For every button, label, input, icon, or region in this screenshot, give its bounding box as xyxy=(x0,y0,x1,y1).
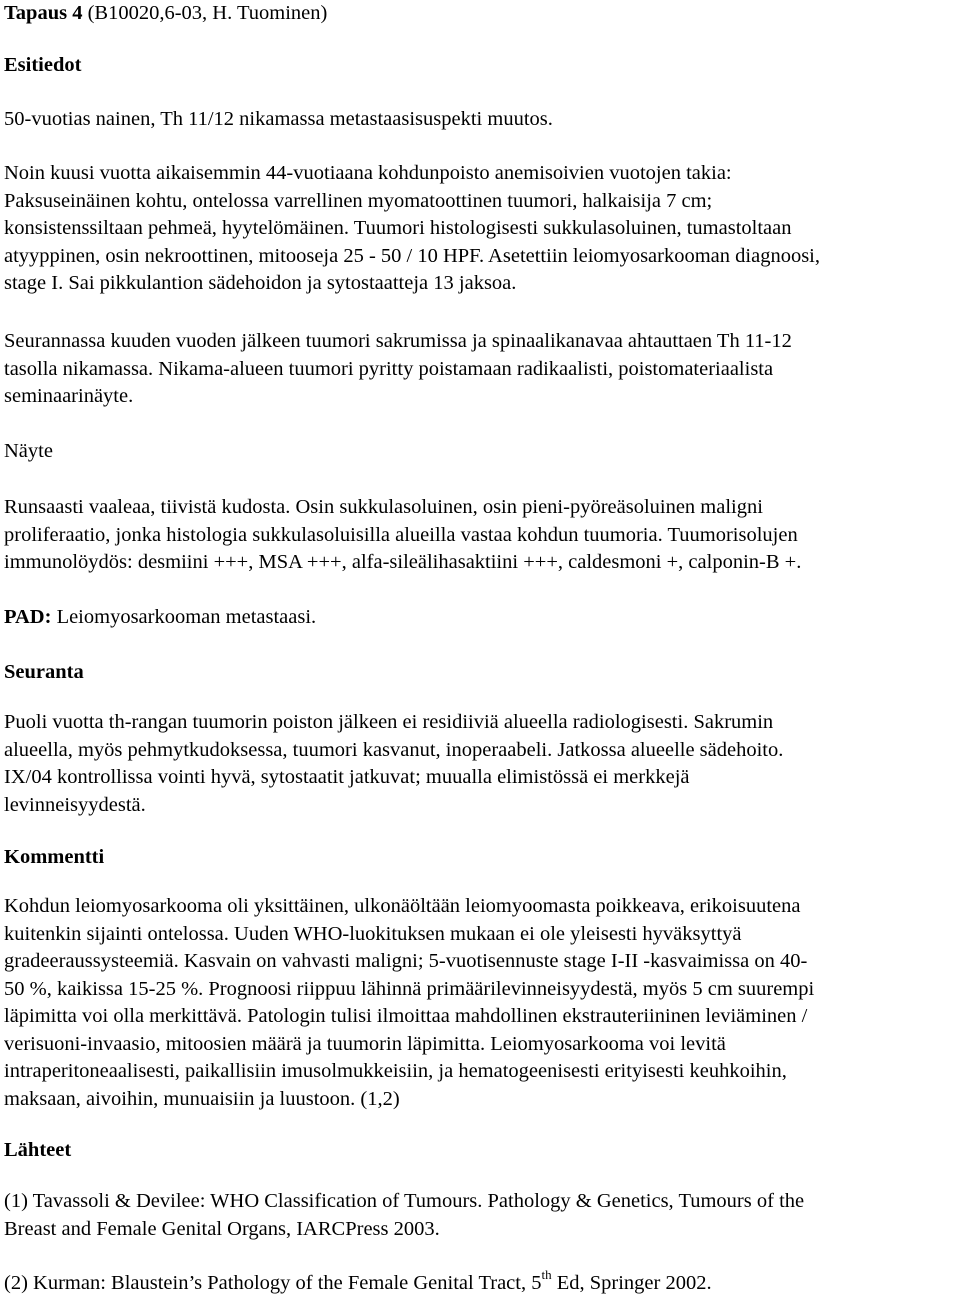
case-reference: (B10020,6-03, H. Tuominen) xyxy=(82,2,328,24)
text-line: Seurannassa kuuden vuoden jälkeen tuumori sakrumissa ja spinaalikanavaa ahtauttaen Th 11-12 xyxy=(4,330,792,352)
text-line: tasolla nikamassa. Nikama-alueen tuumori pyritty poistamaan radikaalisti, poistomateriaalista xyxy=(4,357,774,380)
text-line: levinneisyydestä. xyxy=(4,793,146,816)
text-line: Breast and Female Genital Organs, IARCPress 2003. xyxy=(4,1217,440,1240)
document-title xyxy=(4,0,954,28)
heading-nayte: Näyte xyxy=(4,440,53,462)
edition-superscript: th xyxy=(541,1267,552,1283)
text-line: verisuoni-invaasio, mitoosien määrä ja tuumorin läpimitta. Leiomyosarkooma voi levitä xyxy=(4,1032,726,1055)
nayte-paragraph xyxy=(4,494,954,577)
reference-2-text: (2) Kurman: Blaustein’s Pathology of the Female Genital Tract, 5 xyxy=(4,1272,542,1294)
text-line: Paksuseinäinen kohtu, ontelossa varrellinen myomatoottinen tuumori, halkaisija 7 cm; xyxy=(4,189,713,212)
text-line: stage I. Sai pikkulantion sädehoidon ja sytostaatteja 13 jaksoa. xyxy=(4,272,517,294)
pad-diagnosis xyxy=(4,604,954,632)
text-line: Puoli vuotta th-rangan tuumorin poiston jälkeen ei residiiviä alueella radiologisesti. Sakrumin xyxy=(4,711,774,733)
text-line: alueella, myös pehmytkudoksessa, tuumori kasvanut, inoperaabeli. Jatkossa alueelle sädehoito. xyxy=(4,738,784,761)
seuranta-paragraph xyxy=(4,709,954,819)
text-line: 50-vuotias nainen, Th 11/12 nikamassa metastaasisuspekti muutos. xyxy=(4,108,553,130)
text-line: proliferaatio, jonka histologia sukkulasoluisilla alueilla vastaa kohdun tuumoria. Tuumorisolujen xyxy=(4,523,798,546)
case-label: Tapaus 4 xyxy=(4,2,83,24)
heading-seuranta: Seuranta xyxy=(4,661,84,683)
text-line: kuitenkin sijainti ontelossa. Uuden WHO-luokituksen mukaan ei ole yleisesti hyväksyttyä xyxy=(4,922,742,945)
text-line: Kohdun leiomyosarkooma oli yksittäinen, ulkonäöltään leiomyoomasta poikkeava, erikoisuutena xyxy=(4,895,801,917)
pad-text: Leiomyosarkooman metastaasi. xyxy=(51,606,317,628)
text-line: IX/04 kontrollissa vointi hyvä, sytostaatit jatkuvat; muualla elimistössä ei merkkejä xyxy=(4,766,690,788)
text-line: Noin kuusi vuotta aikaisemmin 44-vuotiaana kohdunpoisto anemisoivien vuotojen takia: xyxy=(4,162,732,184)
esitiedot-paragraph-3 xyxy=(4,328,954,411)
text-line: 50 %, kaikissa 15-25 %. Prognoosi riippuu lähinnä primäärilevinneisyydestä, myös 5 cm suurempi xyxy=(4,977,815,1000)
text-line: atyyppinen, osin nekroottinen, mitooseja 25 - 50 / 10 HPF. Asetettiin leiomyosarkooman diagnoosi, xyxy=(4,244,820,267)
text-line: maksaan, aivoihin, munuaisiin ja luustoon. (1,2) xyxy=(4,1087,400,1110)
text-line: (1) Tavassoli & Devilee: WHO Classification of Tumours. Pathology & Genetics, Tumours of the xyxy=(4,1190,805,1212)
text-line: gradeeraussysteemiä. Kasvain on vahvasti maligni; 5-vuotisennuste stage I-II -kasvaimissa on 40- xyxy=(4,950,808,972)
heading-lahteet: Lähteet xyxy=(4,1139,72,1161)
esitiedot-paragraph-2 xyxy=(4,160,954,298)
reference-1 xyxy=(4,1188,954,1243)
text-line: seminaarinäyte. xyxy=(4,385,134,407)
text-line: immunolöydös: desmiini +++, MSA +++, alfa-sileälihasaktiini +++, caldesmoni +, calponin-B +. xyxy=(4,551,802,573)
esitiedot-paragraph-1 xyxy=(4,106,954,134)
text-line: läpimitta voi olla merkittävä. Patologin tulisi ilmoittaa mahdollinen ekstrauteriininen leviäminen / xyxy=(4,1005,808,1027)
kommentti-paragraph xyxy=(4,893,954,1113)
heading-kommentti: Kommentti xyxy=(4,846,105,868)
pad-label: PAD: xyxy=(4,606,52,628)
text-line: konsistenssiltaan pehmeä, hyytelömäinen. Tuumori histologisesti sukkulasoluinen, tumastoltaan xyxy=(4,217,792,239)
heading-esitiedot: Esitiedot xyxy=(4,54,82,76)
reference-2 xyxy=(4,1267,954,1298)
text-line: Runsaasti vaaleaa, tiivistä kudosta. Osin sukkulasoluinen, osin pieni-pyöreäsoluinen maligni xyxy=(4,496,763,518)
reference-2-text-end: Ed, Springer 2002. xyxy=(551,1272,712,1294)
text-line: intraperitoneaalisesti, paikallisiin imusolmukkeisiin, ja hematogeenisesti erityisesti keuhkoihin, xyxy=(4,1060,787,1082)
